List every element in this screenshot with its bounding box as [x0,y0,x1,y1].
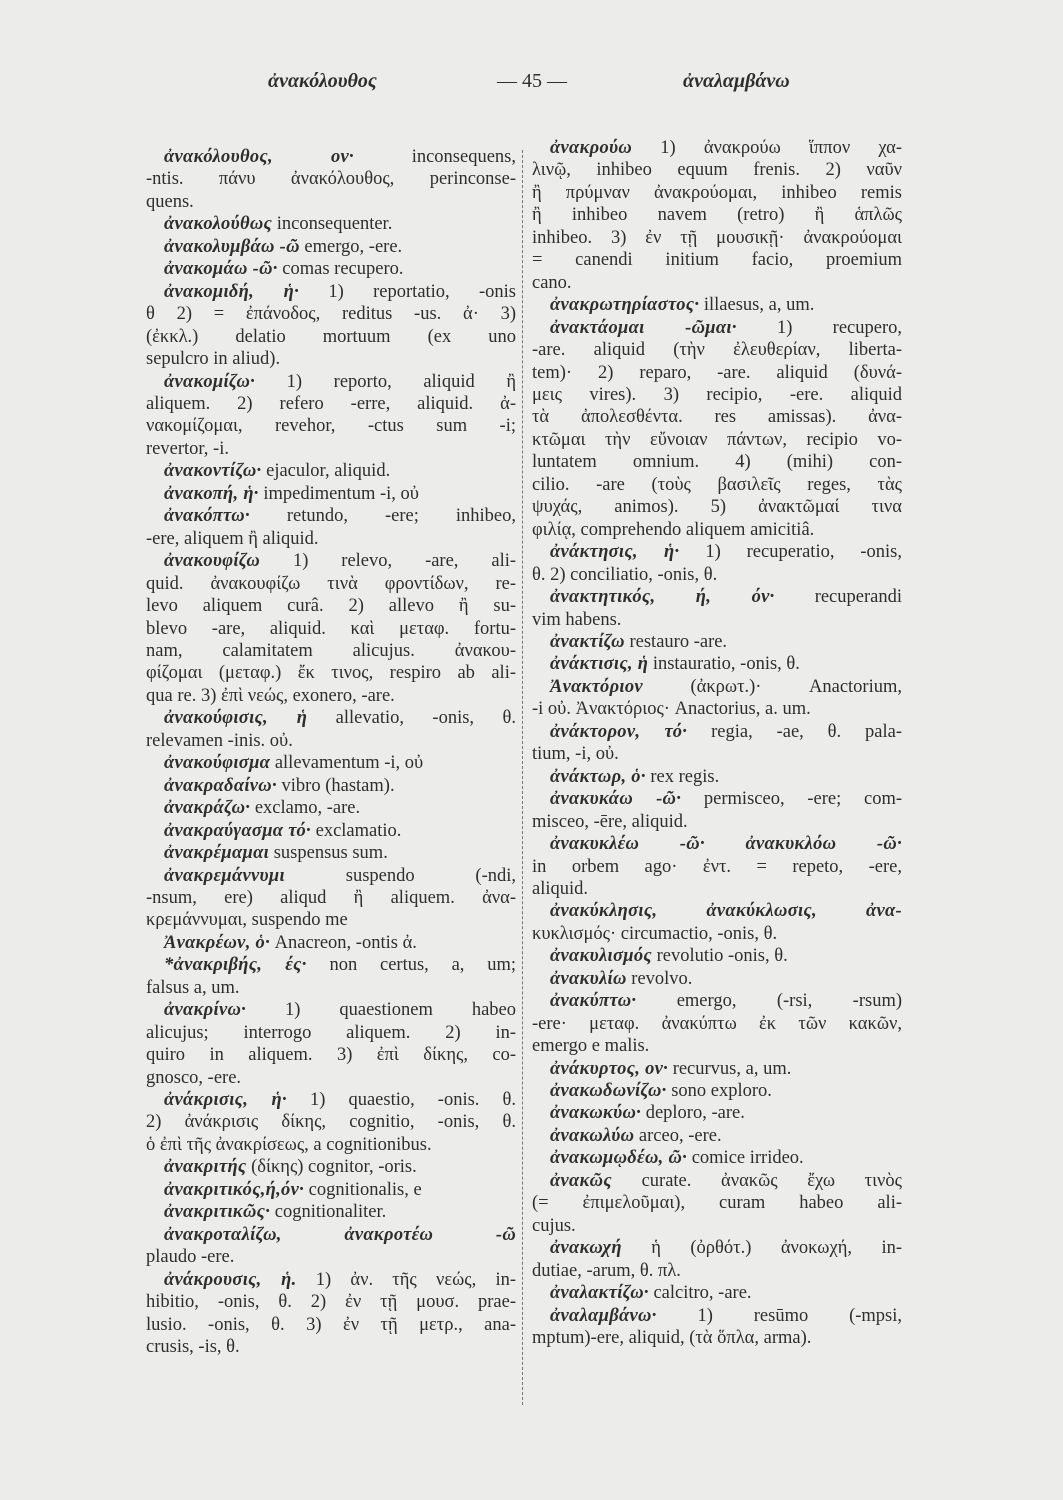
definition-text: comas recupero. [282,259,404,280]
entry-first-line [532,788,902,810]
headword: ἀνακριτικῶς· [164,1202,271,1223]
definition-line: ἢ inhibeo navem (retro) ἢ ἁπλῶς [532,205,902,226]
definition-line: θ 2) = ἐπάνοδος, reditus -us. ἀ· 3) [146,304,516,325]
definition-text: 1) resūmo (-mpsi, [697,1305,902,1326]
definition-line: sepulcro in aliud). [146,349,281,370]
entry-first-line [146,775,516,797]
definition-text: 1) quaestio, -onis. θ. [309,1090,516,1111]
dictionary-entry [146,865,516,932]
dictionary-entry [532,1170,902,1237]
definition-text: comice irrideo. [691,1148,804,1169]
definition-line: aliquem. 2) refero -erre, aliquid. ἀ- [146,393,516,414]
definition-line: misceo, -ēre, aliquid. [532,811,688,832]
headword: ἀναλακτίζω· [550,1283,649,1304]
dictionary-entry [532,137,902,294]
headword: ἀνακόλουθος, ον· [164,147,354,167]
headword: ἀνακραύγασμα τό· [164,820,311,841]
entry-first-line [146,1269,516,1291]
entry-first-line [146,1201,516,1223]
dictionary-entry [146,954,516,999]
definition-line: cano. [532,272,572,293]
headword: ἀνακολυμβάω -ῶ [164,236,300,257]
entry-first-line [532,1147,902,1169]
definition-text: allevamentum -i, οὐ [274,753,424,774]
definition-line: quid. ἀνακουφίζω τινὰ φροντίδων, re- [146,573,516,594]
entry-first-line [532,294,902,316]
definition-line: emergo e malis. [532,1036,650,1057]
definition-text: 1) recupero, [777,317,903,338]
definition-line: cilio. -are (τοὺς βασιλεῖς reges, τὰς [532,474,902,495]
dictionary-entry [532,653,902,675]
entry-first-line [146,550,516,572]
definition-line: κτῶμαι τὴν εὔνοιαν πάντων, recipio vo- [532,429,902,450]
headword: ἀνάκυρτος, ον· [550,1058,669,1079]
headword: ἀνακτίζω [550,631,625,652]
definition-line: dutiae, -arum, θ. πλ. [532,1260,681,1281]
headword: Ἀνακρέων, ὁ· [164,932,271,953]
entry-first-line [532,653,902,675]
entry-first-line [532,1305,902,1327]
headword: ἀνακῶς [550,1170,612,1191]
headword: ἀνακύκλησις, ἀνακύκλωσις, ἀνα- [550,901,902,922]
entry-first-line [146,1179,516,1201]
headword: ἀνακούφισμα [164,753,271,774]
definition-line: lusio. -onis, θ. 3) ἐν τῇ μετρ., ana- [146,1314,516,1335]
headword: ἀνάκτορον, τό· [550,721,688,742]
definition-line: luntatem omnium. 4) (mihi) con- [532,452,902,473]
dictionary-entry [146,505,516,550]
entry-first-line [146,146,516,168]
definition-text: 1) relevo, -are, ali- [292,551,517,572]
definition-text: exclamatio. [315,820,402,841]
entry-first-line [532,317,902,339]
definition-line: aliquid. [532,878,589,899]
guide-word-left: ἀνακόλουθος [268,70,377,92]
entry-first-line [532,541,902,563]
entry-first-line [532,900,902,922]
definition-text: 1) ἀνακρούω ἵππον χα- [660,138,903,158]
headword: ἀνάκτησις, ἡ· [550,542,680,563]
headword: ἀνακολούθως [164,214,273,235]
definition-line: relevamen -inis. οὐ. [146,730,293,751]
dictionary-entry [146,797,516,819]
headword: ἀνάκτισις, ἡ [550,654,649,675]
dictionary-entry [146,842,516,864]
definition-text: revolutio -onis, θ. [656,946,788,967]
definition-text: illaesus, a, um. [703,295,815,316]
dictionary-entry [532,833,902,900]
left-column [146,146,516,1358]
definition-text: (δίκης) cognitor, -oris. [251,1157,417,1178]
definition-line: quiro in aliquem. 3) ἐπὶ δίκης, co- [146,1045,516,1066]
dictionary-entry [532,1125,902,1147]
definition-line: -i οὐ. Ἀνακτόριος· Anactorius, a. um. [532,699,811,720]
definition-line: κρεμάννυμαι, suspendo me [146,910,348,931]
dictionary-entry [532,1058,902,1080]
definition-line: vim habens. [532,609,622,630]
entry-first-line [146,954,516,976]
definition-line: blevo -are, aliquid. καὶ μεταφ. fortu- [146,618,516,639]
definition-line: θ. 2) conciliatio, -onis, θ. [532,564,718,585]
dictionary-entry [146,1201,516,1223]
headword: ἀνακοπή, ἡ· [164,483,259,504]
dictionary-entry [532,676,902,721]
definition-line: gnosco, -ere. [146,1067,242,1088]
right-column [532,137,902,1349]
definition-line: cujus. [532,1215,576,1236]
definition-text: 1) ἀν. τῆς νεώς, in- [315,1269,516,1290]
entry-first-line [146,1089,516,1111]
entry-first-line [532,1058,902,1080]
definition-line: alicujus; interrogo aliquem. 2) in- [146,1022,516,1043]
entry-first-line [146,460,516,482]
definition-text: non certus, a, um; [329,955,516,976]
definition-text: inconsequens, [411,147,516,167]
dictionary-entry [532,900,902,945]
dictionary-entry [146,371,516,461]
dictionary-entry [532,1237,902,1282]
definition-line: tem)· 2) reparo, -are. aliquid (δυνά- [532,362,902,383]
definition-text: recuperandi [814,587,902,608]
dictionary-entry [146,258,516,280]
definition-text: rex regis. [650,766,720,787]
entry-first-line [532,1282,902,1304]
headword: ἀνακουφίζω [164,551,261,572]
definition-line: plaudo -ere. [146,1247,235,1268]
definition-text: Anacreon, -ontis ἀ. [274,932,417,953]
definition-line: ψυχάς, animos). 5) ἀνακτῶμαί τινα [532,497,902,518]
headword: ἀνακρωτηρίαστος· [550,295,700,316]
definition-line: φιλίᾳ, comprehendo aliquem amicitiâ. [532,519,815,540]
dictionary-entry [146,999,516,1089]
headword: ἀνακράζω· [164,798,251,819]
definition-text: allevatio, -onis, θ. [335,708,516,729]
dictionary-entry [532,1147,902,1169]
definition-text: emergo, (-rsi, -rsum) [676,991,902,1012]
definition-line: crusis, -is, θ. [146,1337,240,1358]
entry-first-line [146,842,516,864]
entry-first-line [146,505,516,527]
definition-line: -ere· μεταφ. ἀνακύπτω ἐκ τῶν κακῶν, [532,1013,902,1034]
entry-first-line [532,1170,902,1192]
definition-line: falsus a, um. [146,977,240,998]
headword: ἀνακρούω [550,138,633,158]
dictionary-entry [532,1305,902,1350]
definition-line: hibitio, -onis, θ. 2) ἐν τῇ μουσ. prae- [146,1292,516,1313]
entry-first-line [146,483,516,505]
headword: ἀνακωχή [550,1238,622,1259]
entry-first-line [532,631,902,653]
entry-first-line [146,707,516,729]
dictionary-entry [146,213,516,235]
definition-text: regia, -ae, θ. pala- [711,721,903,742]
dictionary-entry [532,317,902,542]
definition-text: vibro (hastam). [281,775,395,796]
dictionary-entry [532,631,902,653]
headword: ἀνακωδωνίζω· [550,1081,667,1102]
definition-text: retundo, -ere; inhibeo, [286,506,517,527]
entry-first-line [146,1156,516,1178]
entry-first-line [532,766,902,788]
definition-line: νακομίζομαι, revehor, -ctus sum -i; [146,416,516,437]
dictionary-entry [532,766,902,788]
definition-line: ἢ πρύμναν ἀνακρούομαι, inhibeo remis [532,182,902,203]
headword: ἀνακριτής [164,1157,247,1178]
headword: ἀνακρεμάννυμι [164,865,285,886]
definition-text: calcitro, -are. [653,1283,752,1304]
dictionary-entry [146,483,516,505]
headword: ἀναλαμβάνω· [550,1305,657,1326]
definition-text: emergo, -ere. [304,236,403,257]
headword: *ἀνακριβής, ές· [164,955,307,976]
headword: ἀνακραδαίνω· [164,775,277,796]
definition-text: exclamo, -are. [254,798,361,819]
definition-line: -nsum, ere) aliqud ἢ aliquem. ἀνα- [146,887,516,908]
entry-first-line [146,752,516,774]
entry-first-line [146,1224,516,1246]
definition-text: 1) recuperatio, -onis, [705,542,902,563]
entry-first-line [532,833,902,855]
definition-text: suspensus sum. [273,843,388,864]
definition-text: cognitionalis, e [308,1179,422,1200]
entry-first-line [532,1237,902,1259]
headword: ἀνακτητικός, ή, όν· [550,587,775,608]
definition-text: cognitionaliter. [274,1202,387,1223]
definition-text: instauratio, -onis, θ. [652,654,800,675]
dictionary-entry [146,146,516,213]
headword: ἀνακρέμαμαι [164,843,270,864]
entry-first-line [532,1080,902,1102]
dictionary-entry [146,550,516,707]
headword: ἀνακροταλίζω, ἀνακροτέω -ῶ [164,1224,516,1245]
definition-line: μεις vires). 3) recipio, -ere. aliquid [532,384,902,405]
definition-line: = canendi initium facio, proemium [532,250,902,271]
definition-line: tium, -i, οὐ. [532,744,619,765]
dictionary-entry [532,721,902,766]
headword: ἀνακομιδή, ἡ· [164,281,300,302]
headword: ἀνακυκάω -ῶ· [550,789,682,810]
headword: ἀνακυλισμός [550,946,652,967]
dictionary-entry [532,945,902,967]
definition-line: nam, calamitatem alicujus. ἀνακου- [146,640,516,661]
definition-line: quens. [146,191,194,212]
entry-first-line [146,213,516,235]
dictionary-entry [146,707,516,752]
dictionary-entry [146,281,516,371]
definition-line: levo aliquem curâ. 2) allevo ἢ su- [146,596,516,617]
definition-line: -ere, aliquem ἢ aliquid. [146,528,319,549]
definition-line: mptum)-ere, aliquid, (τὰ ὅπλα, arma). [532,1328,812,1349]
definition-line: in orbem ago· ἐντ. = repeto, -ere, [532,856,902,877]
definition-text: permisceo, -ere; com- [703,789,903,810]
definition-line: -ntis. πάνυ ἀνακόλουθος, perinconse- [146,169,516,190]
dictionary-entry [532,541,902,586]
dictionary-entry [146,752,516,774]
entry-first-line [532,586,902,608]
definition-text: 1) reportatio, -onis [328,281,517,302]
definition-text: suspendo (-ndi, [345,865,517,886]
entry-first-line [146,865,516,887]
dictionary-entry [146,1224,516,1269]
headword: ἀνακωμῳδέω, ῶ· [550,1148,688,1169]
definition-line: φίζομαι (μεταφ.) ἔκ τινος, respiro ab ali- [146,663,516,684]
definition-line: (ἐκκλ.) delatio mortuum (ex uno [146,326,516,347]
headword: ἀνακομίζω· [164,371,256,392]
dictionary-entry [532,586,902,631]
column-divider [522,150,523,1405]
entry-first-line [146,281,516,303]
definition-text: curate. ἀνακῶς ἔχω τινὸς [641,1170,902,1191]
entry-first-line [532,968,902,990]
page-number: — 45 — [497,70,567,92]
dictionary-entry [532,968,902,990]
definition-text: 1) quaestionem habeo [285,1000,517,1021]
dictionary-entry [532,788,902,833]
headword: ἀνακοντίζω· [164,461,262,482]
definition-text: impedimentum -i, οὐ [263,483,419,504]
headword: ἀνάκτωρ, ὁ· [550,766,646,787]
entry-first-line [532,676,902,698]
dictionary-entry [532,1102,902,1124]
entry-first-line [532,990,902,1012]
entry-first-line [532,721,902,743]
headword: ἀνακυλίω [550,968,627,989]
entry-first-line [146,999,516,1021]
definition-line: λινῷ, inhibeo equum frenis. 2) ναῦν [532,160,902,181]
dictionary-entry [146,932,516,954]
dictionary-entry [146,820,516,842]
definition-text: ἡ (ὀρθότ.) ἀνοκωχή, in- [651,1238,903,1259]
definition-text: arceo, -ere. [638,1125,722,1146]
headword: Ἀνακτόριον [550,676,643,697]
entry-first-line [532,1102,902,1124]
definition-line: -are. aliquid (τὴν ἐλευθερίαν, liberta- [532,340,902,361]
headword: ἀνακομάω -ῶ· [164,259,278,280]
headword: ἀνακριτικός,ή,όν· [164,1179,305,1200]
definition-text: revolvo. [631,968,693,989]
entry-first-line [532,137,902,159]
headword: ἀνακωλύω [550,1125,635,1146]
headword: ἀνακούφισις, ἡ [164,708,308,729]
entry-first-line [146,371,516,393]
dictionary-entry [532,294,902,316]
dictionary-entry [146,1269,516,1359]
headword: ἀνάκρουσις, ἡ. [164,1269,297,1290]
definition-text: restauro -are. [629,631,728,652]
dictionary-entry [146,1179,516,1201]
definition-text: deploro, -are. [645,1103,745,1124]
definition-text: recurvus, a, um. [672,1058,792,1079]
entry-first-line [146,236,516,258]
headword: ἀνακυκλέω -ῶ· ἀνακυκλόω -ῶ· [550,834,902,855]
headword: ἀνακωκύω· [550,1103,642,1124]
definition-line: 2) ἀνάκρισις δίκης, cognitio, -onis, θ. [146,1112,516,1133]
entry-first-line [146,820,516,842]
headword: ἀνακτάομαι -ῶμαι· [550,317,737,338]
dictionary-entry [532,1282,902,1304]
definition-text: (ἀκρωτ.)· Anactorium, [690,676,902,697]
headword: ἀνακρίνω· [164,1000,247,1021]
headword: ἀνακόπτω· [164,506,250,527]
entry-first-line [532,1125,902,1147]
guide-word-right: ἀναλαμβάνω [683,70,790,92]
definition-line: revertor, -i. [146,438,229,459]
dictionary-entry [146,460,516,482]
definition-line: κυκλισμός· circumactio, -onis, θ. [532,923,778,944]
dictionary-entry [532,1080,902,1102]
dictionary-entry [146,1156,516,1178]
definition-line: ὁ ἐπὶ τῆς ἀνακρίσεως, a cognitionibus. [146,1134,432,1155]
definition-line: qua re. 3) ἐπὶ νεώς, exonero, -are. [146,685,395,706]
dictionary-entry [146,1089,516,1156]
definition-line: inhibeo. 3) ἐν τῇ μουσικῇ· ἀνακρούομαι [532,227,902,248]
headword: ἀνάκρισις, ἡ· [164,1090,287,1111]
definition-text: inconsequenter. [276,214,393,235]
entry-first-line [146,258,516,280]
entry-first-line [146,797,516,819]
definition-line: τὰ ἀπολεσθέντα. res amissas). ἀνα- [532,407,902,428]
dictionary-entry [146,236,516,258]
entry-first-line [532,945,902,967]
dictionary-entry [146,775,516,797]
headword: ἀνακύπτω· [550,991,637,1012]
definition-line: (= ἐπιμελοῦμαι), curam habeo ali- [532,1193,902,1214]
entry-first-line [146,932,516,954]
definition-text: ejaculor, aliquid. [266,461,391,482]
definition-text: sono exploro. [671,1081,772,1102]
dictionary-entry [532,990,902,1057]
definition-text: 1) reporto, aliquid ἢ [286,371,516,392]
